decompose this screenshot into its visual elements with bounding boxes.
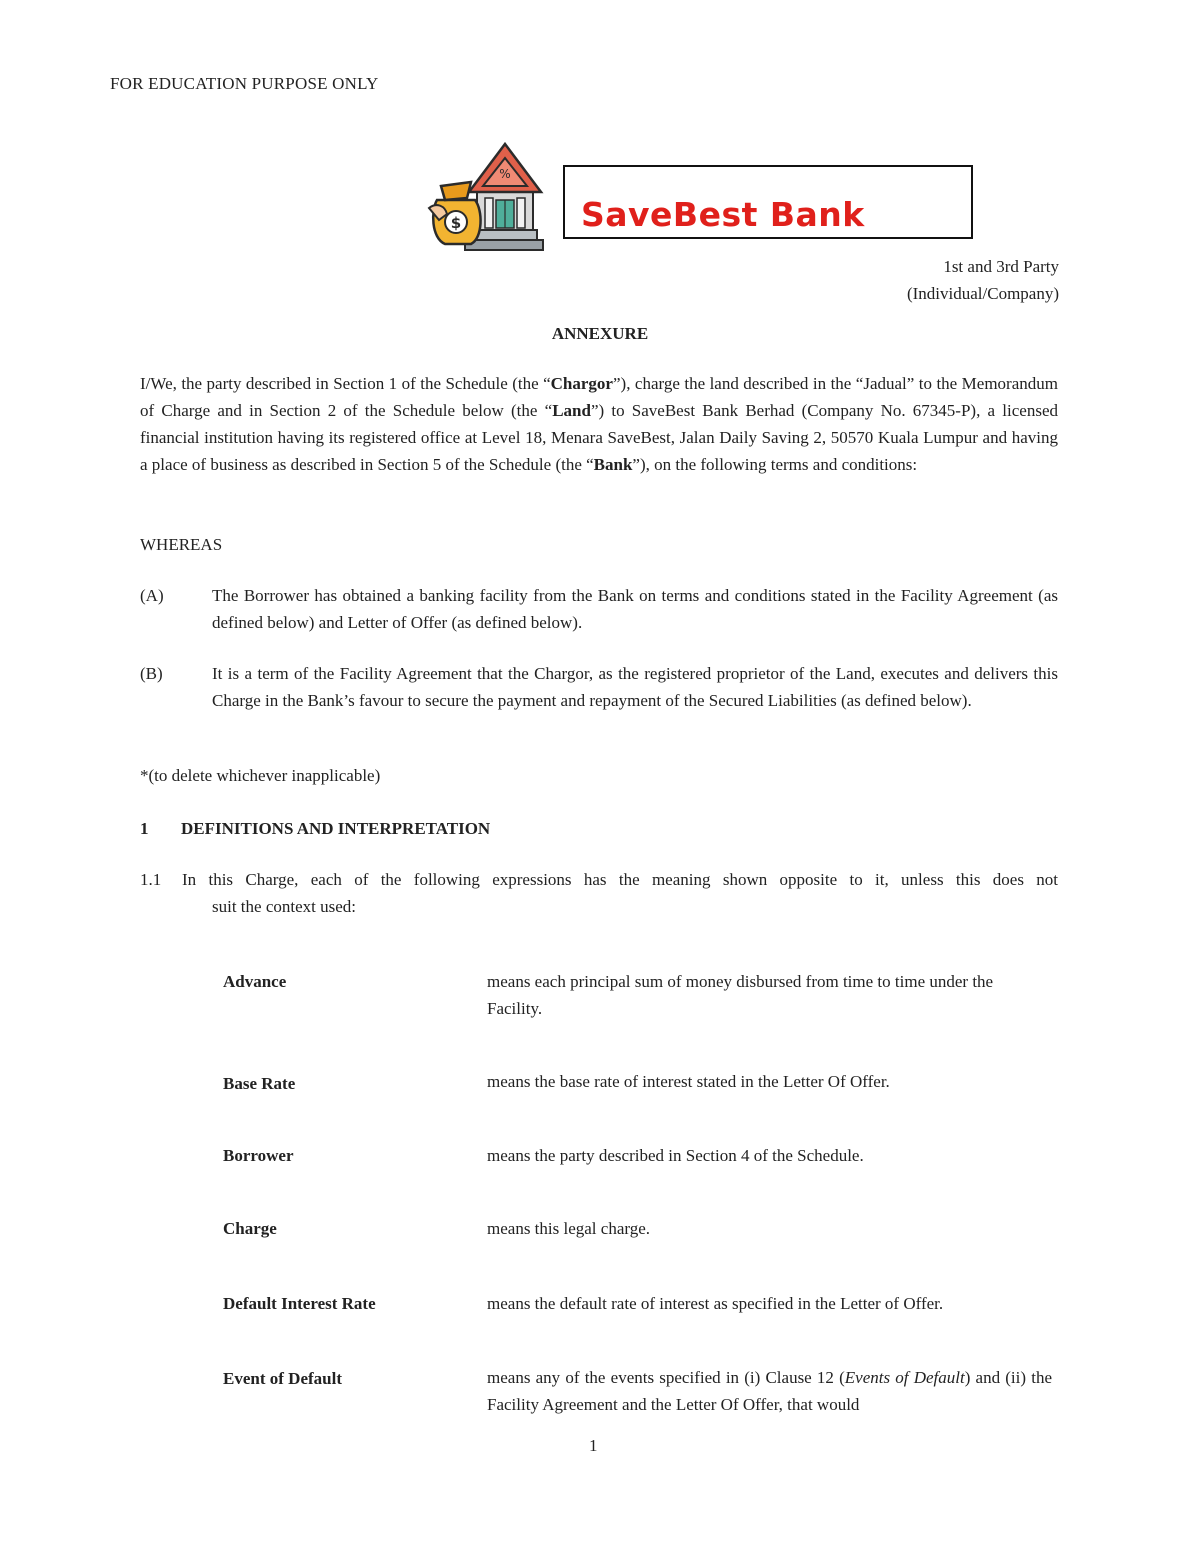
definition-meaning-italic: Events of Default: [844, 1368, 965, 1387]
definition-term: Default Interest Rate: [223, 1294, 376, 1313]
chargor-term: Chargor: [550, 374, 613, 393]
definition-meaning: means the party described in Section 4 of the Schedule.: [487, 1146, 864, 1165]
land-term: Land: [552, 401, 591, 420]
intro-text-1: I/We, the party described in Section 1 of the Schedule (the “: [140, 374, 551, 393]
inapplicable-note: *(to delete whichever inapplicable): [140, 766, 381, 785]
bank-term: Bank: [593, 455, 633, 474]
clause-text-line2: suit the context used:: [212, 897, 357, 916]
definition-term: Advance: [223, 972, 287, 991]
party-note-line1: 1st and 3rd Party: [943, 257, 1059, 276]
clause-text-line1: In this Charge, each of the following expressions has the meaning shown opposite to it, unless this does not: [182, 870, 1058, 889]
bank-name: SaveBest Bank: [581, 195, 865, 234]
definition-meaning: means the base rate of interest stated in the Letter Of Offer.: [487, 1072, 890, 1091]
intro-text-3: ”) to SaveBest Bank Berhad (Company No. 67345-P), a licensed financial institution having its registered office at Level 18, Menara SaveBest, Jalan Daily Saving 2, 50570 Kuala Lumpur and having a place of business as described in Section 5 of the Schedule (the “: [140, 401, 1058, 474]
party-note-line2: (Individual/Company): [906, 284, 1059, 303]
whereas-heading: WHEREAS: [140, 535, 223, 554]
definition-meaning-pre: means any of the events specified in (i) Clause 12 (: [487, 1368, 845, 1387]
bank-name-box: [563, 165, 973, 239]
clause-number: 1.1: [140, 870, 162, 889]
definition-meaning: means the default rate of interest as specified in the Letter of Offer.: [487, 1294, 944, 1313]
definition-meaning-post: ) and (ii) the Facility Agreement and the Letter Of Offer, that would: [487, 1368, 1052, 1414]
page-number: 1: [589, 1436, 598, 1455]
svg-text:$: $: [450, 214, 462, 232]
party-note: [907, 253, 1059, 307]
recital-text: The Borrower has obtained a banking facility from the Bank on terms and conditions stated in the Facility Agreement (as defined below) and Letter of Offer (as defined below).: [212, 586, 1058, 632]
section-number: 1: [140, 819, 149, 838]
definition-term: Borrower: [223, 1146, 294, 1165]
intro-text-4: ”), on the following terms and conditions:: [632, 455, 918, 474]
intro-paragraph: [140, 370, 1058, 478]
svg-text:%: %: [499, 167, 511, 181]
definition-meaning: [487, 1364, 1052, 1418]
bank-logo-icon: [427, 140, 545, 254]
recital-text: It is a term of the Facility Agreement that the Chargor, as the registered proprietor of the Land, executes and delivers this Charge in the Bank’s favour to secure the payment and repayment of the Secured Liabilities (as defined below).: [212, 664, 1058, 710]
recital-label: (B): [140, 664, 163, 683]
education-notice: FOR EDUCATION PURPOSE ONLY: [110, 74, 379, 93]
definition-meaning: means each principal sum of money disbursed from time to time under the Facility.: [487, 972, 994, 1018]
definition-term: Event of Default: [223, 1369, 342, 1388]
definition-meaning: means this legal charge.: [487, 1219, 651, 1238]
intro-text-2: ”), charge the land described in the “Jadual” to the Memorandum of Charge and in Section 2 of the Schedule below (the “: [140, 374, 1058, 420]
definition-term: Base Rate: [223, 1074, 296, 1093]
definition-term: Charge: [223, 1219, 277, 1238]
section-title: DEFINITIONS AND INTERPRETATION: [181, 819, 491, 838]
recital-label: (A): [140, 586, 164, 605]
page-title: ANNEXURE: [551, 324, 649, 343]
